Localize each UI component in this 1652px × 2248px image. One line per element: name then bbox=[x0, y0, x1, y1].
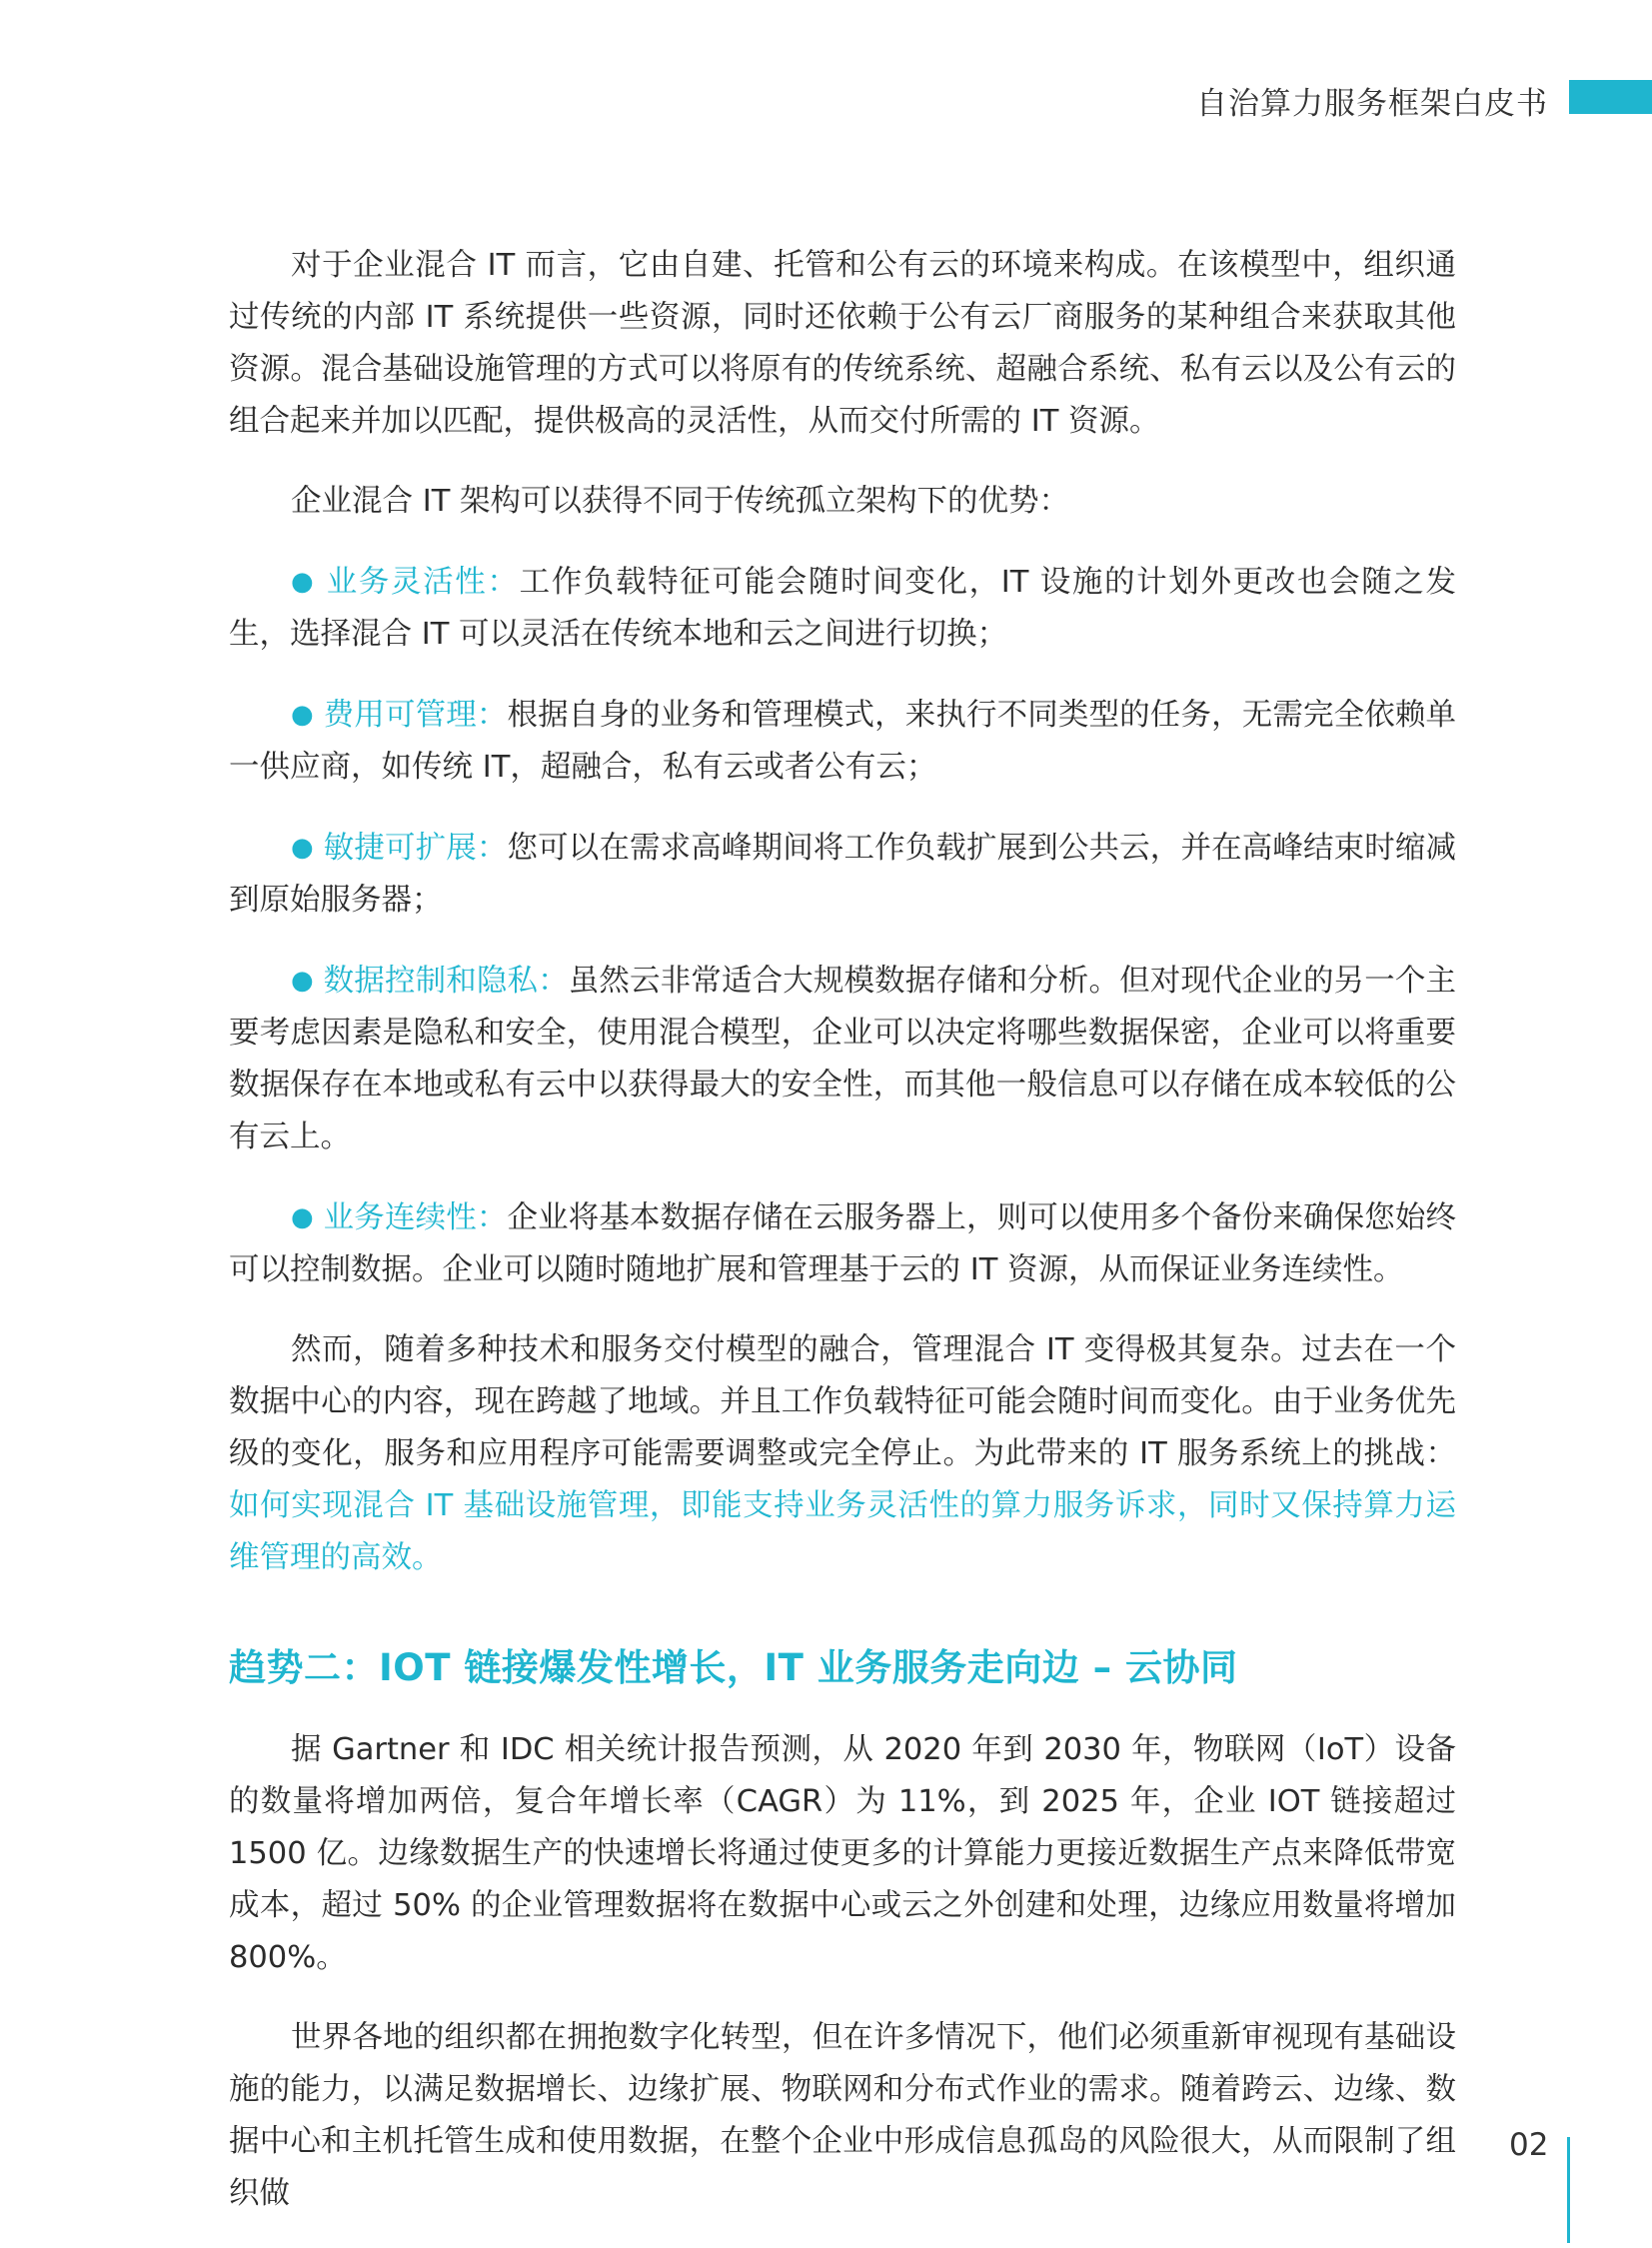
bullet-term: 敏捷可扩展： bbox=[323, 831, 508, 866]
bullet-dot-icon: ● bbox=[291, 700, 314, 730]
paragraph-iot-forecast: 据 Gartner 和 IDC 相关统计报告预测，从 2020 年到 2030 年，物联网（IoT）设备的数量将增加两倍，复合年增长率（CAGR）为 11%，到 2025 年，企业 IOT 链接超过 1500 亿。边缘数据生产的快速增长将通过使更多的计算能力更接近数据生产点来降低带宽成本，超过 50% 的企业管理数据将在数据中心或云之外创建和处理，边缘应用数量将增加 800%。 bbox=[229, 1732, 1456, 1975]
paragraph-digital-transformation: 世界各地的组织都在拥抱数字化转型，但在许多情况下，他们必须重新审视现有基础设施的能力，以满足数据增长、边缘扩展、物联网和分布式作业的需求。随着跨云、边缘、数据中心和主机托管生成和使用数据，在整个企业中形成信息孤岛的风险很大，从而限制了组织做 bbox=[229, 2020, 1456, 2211]
bullet-text: 虽然云非常适合大规模数据存储和分析。但对现代企业的另一个主要考虑因素是隐私和安全，使用混合模型，企业可以决定将哪些数据保密，企业可以将重要数据保存在本地或私有云中以获得最大的安全性，而其他一般信息可以存储在成本较低的公有云上。 bbox=[229, 964, 1457, 1154]
bullet-item bbox=[229, 556, 1456, 661]
bullet-dot-icon: ● bbox=[291, 567, 316, 597]
page-number: 02 bbox=[1509, 2127, 1549, 2163]
bullet-term: 业务连续性： bbox=[323, 1200, 508, 1235]
bullet-text: 工作负载特征可能会随时间变化，IT 设施的计划外更改也会随之发生，选择混合 IT 可以灵活在传统本地和云之间进行切换； bbox=[229, 565, 1457, 652]
header-title: 自治算力服务框架白皮书 bbox=[1196, 86, 1548, 122]
paragraph-hybrid-it: 对于企业混合 IT 而言，它由自建、托管和公有云的环境来构成。在该模型中，组织通过传统的内部 IT 系统提供一些资源，同时还依赖于公有云厂商服务的某种组合来获取其他资源。混合基础设施管理的方式可以将原有的传统系统、超融合系统、私有云以及公有云的组合起来并加以匹配，提供极高的灵活性，从而交付所需的 IT 资源。 bbox=[229, 248, 1456, 439]
bullet-dot-icon: ● bbox=[291, 966, 314, 996]
paragraph-challenge bbox=[229, 1324, 1456, 1584]
bullet-item bbox=[229, 689, 1456, 794]
bullet-dot-icon: ● bbox=[291, 833, 314, 863]
paragraph-advantages-intro: 企业混合 IT 架构可以获得不同于传统孤立架构下的优势： bbox=[291, 484, 1070, 519]
bullet-term: 数据控制和隐私： bbox=[323, 964, 569, 999]
bullet-item bbox=[229, 822, 1456, 927]
bullet-text: 企业将基本数据存储在云服务器上，则可以使用多个备份来确保您始终可以控制数据。企业可以随时随地扩展和管理基于云的 IT 资源，从而保证业务连续性。 bbox=[229, 1200, 1457, 1287]
footer-accent-line bbox=[1567, 2137, 1570, 2243]
header-accent-bar bbox=[1569, 80, 1652, 114]
bullet-item bbox=[229, 955, 1456, 1163]
challenge-text: 然而，随着多种技术和服务交付模型的融合，管理混合 IT 变得极其复杂。过去在一个数据中心的内容，现在跨越了地域。并且工作负载特征可能会随时间而变化。由于业务优先级的变化，服务和应用程序可能需要调整或完全停止。为此带来的 IT 服务系统上的挑战： bbox=[229, 1332, 1456, 1471]
bullet-term: 业务灵活性： bbox=[326, 565, 520, 600]
main-content bbox=[229, 240, 1456, 2248]
bullet-text: 根据自身的业务和管理模式，来执行不同类型的任务，无需完全依赖单一供应商，如传统 IT，超融合，私有云或者公有云； bbox=[229, 698, 1457, 785]
section-heading: 趋势二：IOT 链接爆发性增长，IT 业务服务走向边 – 云协同 bbox=[229, 1646, 1238, 1689]
bullet-item bbox=[229, 1191, 1456, 1296]
challenge-highlight: 如何实现混合 IT 基础设施管理，即能支持业务灵活性的算力服务诉求，同时又保持算力运维管理的高效。 bbox=[229, 1488, 1456, 1575]
bullet-text: 您可以在需求高峰期间将工作负载扩展到公共云，并在高峰结束时缩减到原始服务器； bbox=[229, 831, 1457, 918]
bullet-term: 费用可管理： bbox=[323, 698, 508, 733]
bullet-dot-icon: ● bbox=[291, 1202, 314, 1232]
